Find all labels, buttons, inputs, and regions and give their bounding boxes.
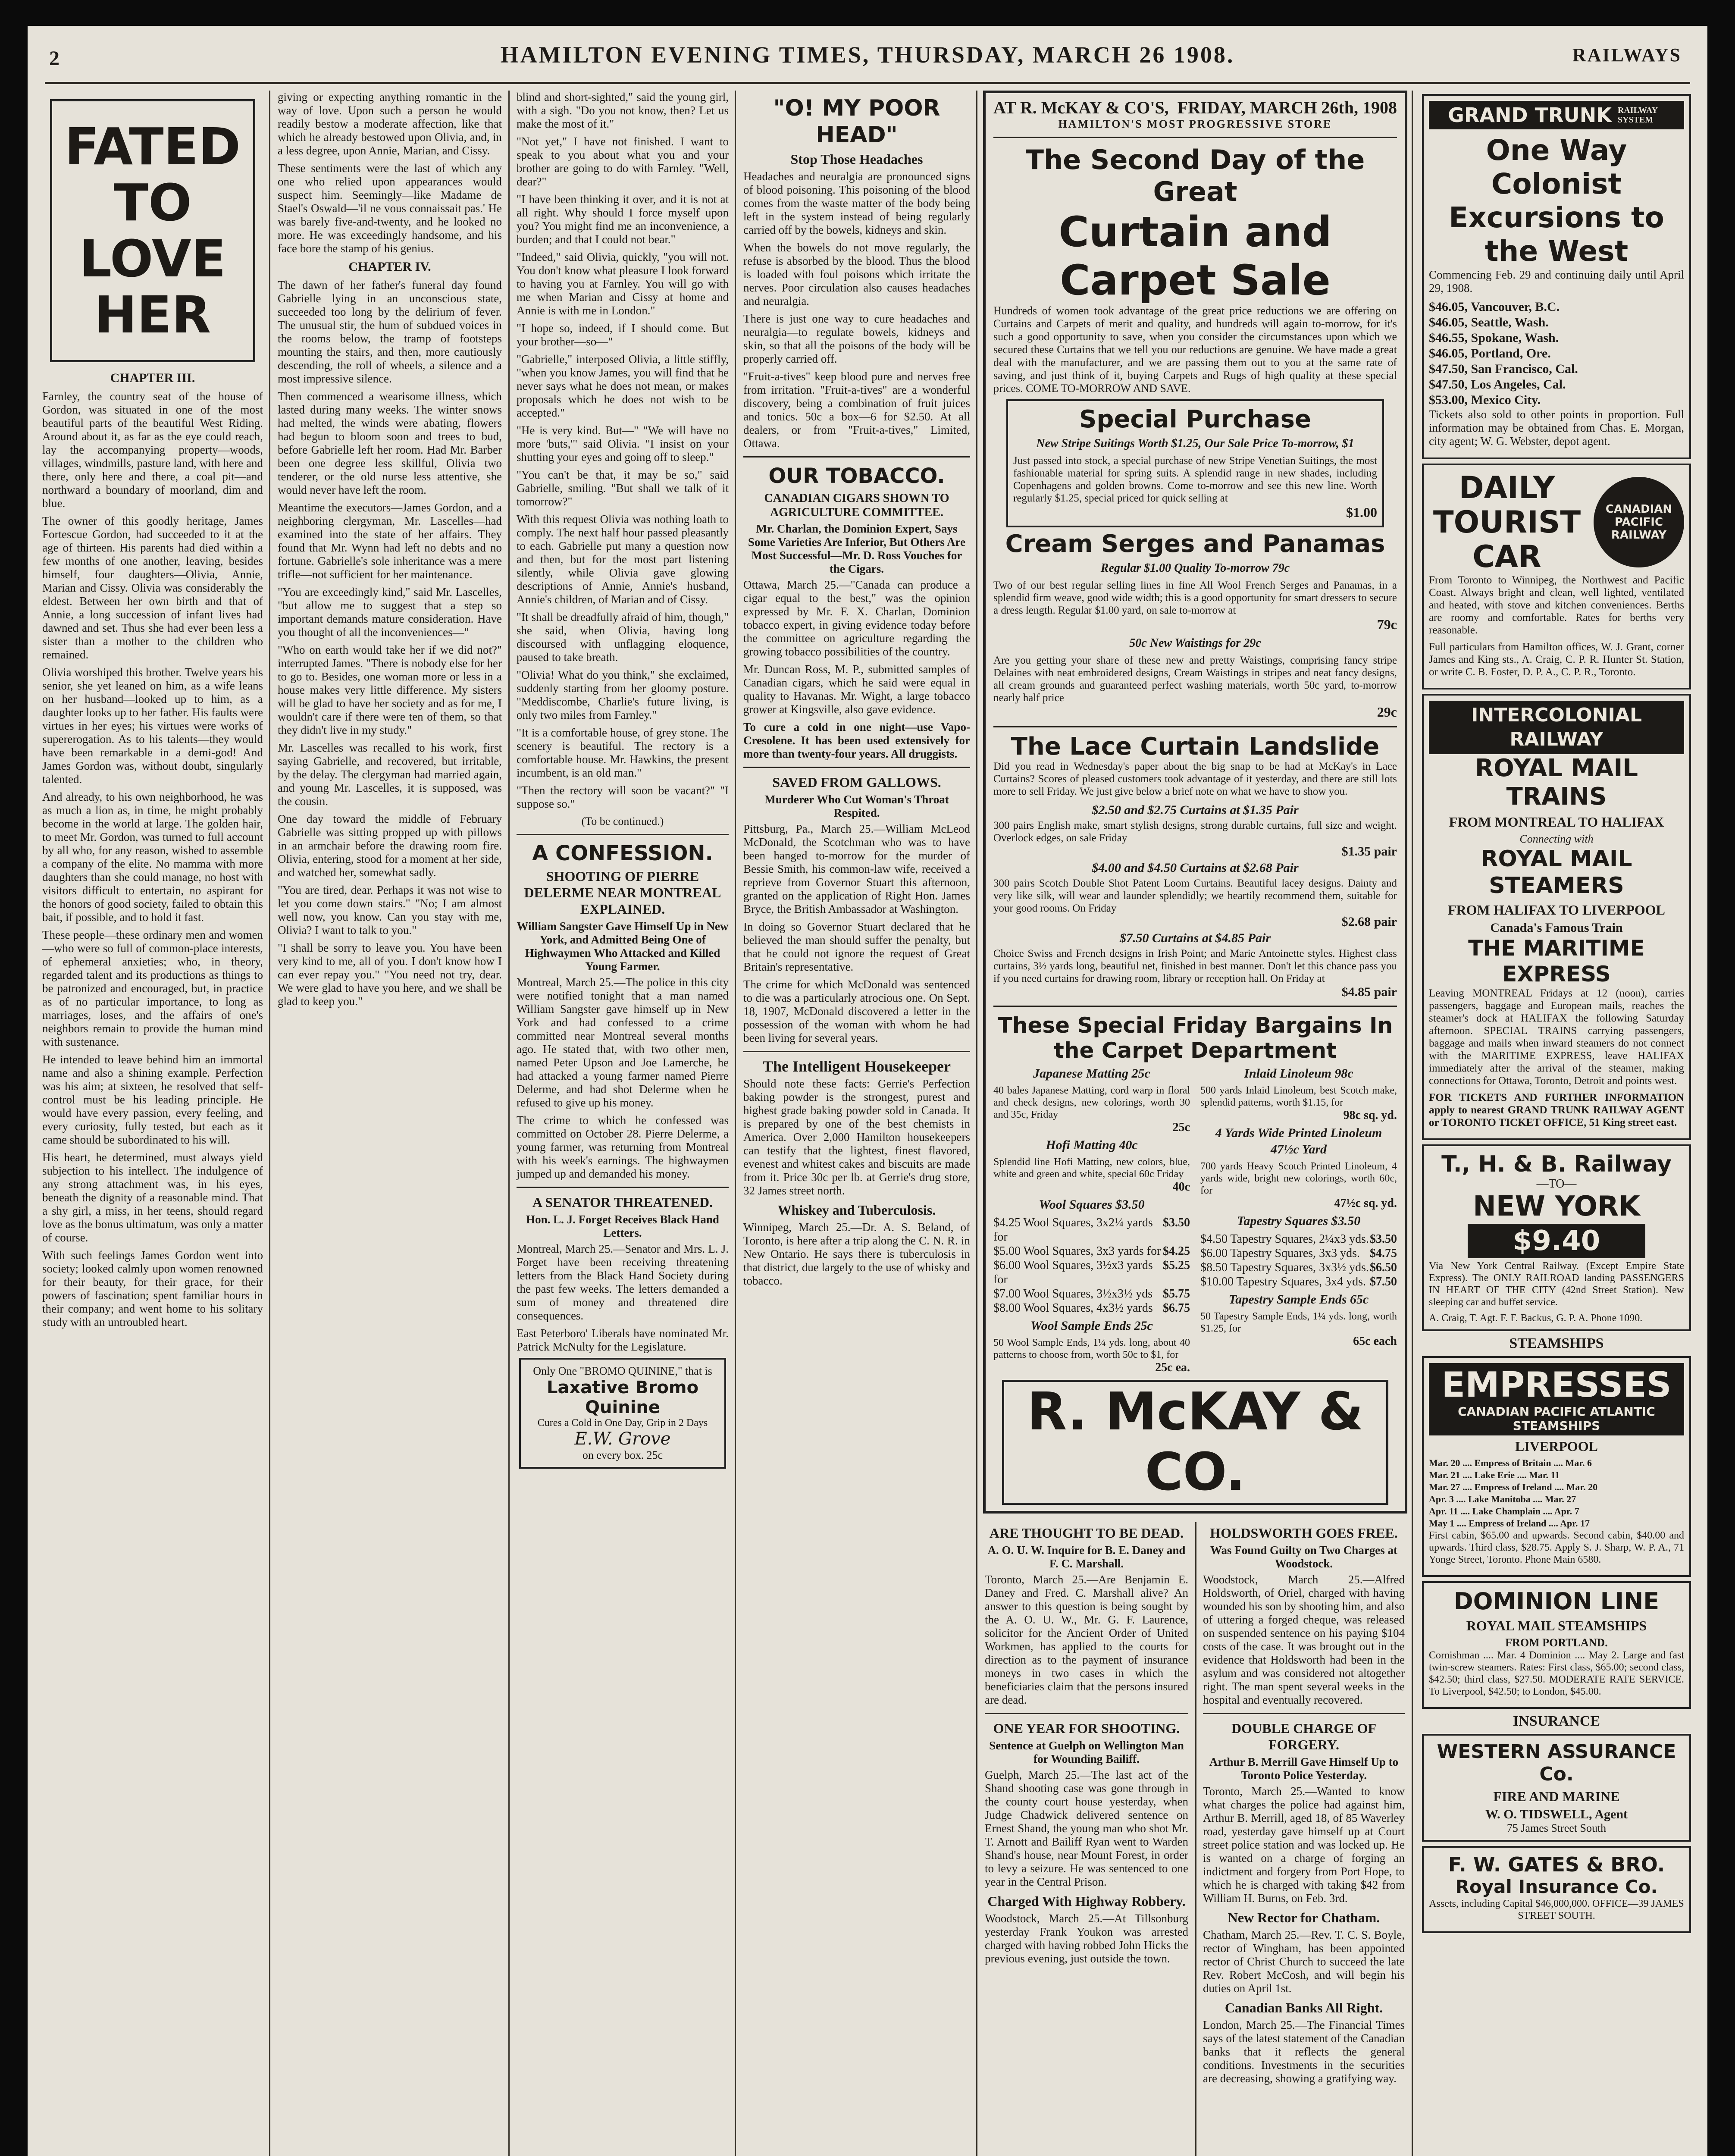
mckay-advertisement [979, 91, 1412, 1514]
sailing-row: Apr. 11 .... Lake Champlain .... Apr. 7 [1429, 1506, 1579, 1517]
article-paragraph: Winnipeg, March 25.—Dr. A. S. Beland, of Toronto, is here after a trip along the C. N. R. in New Ontario. He says there is tuberculosis in that district, due largely to the use of whisky and tobacco. [743, 1221, 970, 1287]
western-assurance-ad [1422, 1734, 1691, 1842]
article-paragraph: Ottawa, March 25.—"Canada can produce a cigar equal to the best," was the opinion expressed by Mr. F. X. Charlan, Dominion tobacco expert, in giving evidence today before the committee on agriculture regarding the growing tobacco possibilities of the country. [743, 578, 970, 658]
ad-headline: The Second Day of the Great [1025, 144, 1365, 207]
masthead: HAMILTON EVENING TIMES, THURSDAY, MARCH 26 1908. [500, 42, 1235, 68]
divider [743, 767, 970, 768]
ad-subhead: Regular $1.00 Quality To-morrow 79c [1100, 561, 1290, 575]
headline-housekeeper: The Intelligent Housekeeper [763, 1058, 951, 1075]
carpet-bargains-grid [993, 1063, 1397, 1375]
store-name: R. McKAY & CO. [1027, 1382, 1364, 1502]
ad-headline: T., H. & B. Railway [1441, 1151, 1672, 1177]
article-paragraph: Toronto, March 25.—Are Benjamin E. Daney and Fred. C. Marshall alive? An answer to this question is being sought by the A. O. U. W., Mr. G. F. Laurence, solicitor for the Ancient Order of United Workmen, has applied to the courts for direction as to the payment of insurance moneys in two cases in which the beneficiaries claim that the persons insured are dead. [985, 1573, 1188, 1706]
logo-text: GRAND TRUNK [1448, 103, 1612, 127]
story-title: FATED TO LOVE HER [50, 99, 255, 362]
ad-headline: THE MARITIME EXPRESS [1468, 936, 1645, 987]
sailing-row: Mar. 21 .... Lake Erie .... Mar. 11 [1429, 1470, 1560, 1480]
story-column-2 [272, 91, 508, 2156]
wool-square-row [993, 1244, 1190, 1258]
story-paragraph: "It is a comfortable house, of grey stone. The scenery is beautiful. The rectory is a comfortable house. Mr. Hawkins, the present incumbent, is an old man." [517, 726, 729, 779]
ad-headline: DAILY TOURIST CAR [1433, 470, 1581, 574]
ad-price: 29c [1377, 704, 1397, 720]
ad-text: W. O. TIDSWELL, Agent [1485, 1807, 1628, 1821]
empresses-ad [1422, 1356, 1691, 1577]
ad-text: Splendid line Hofi Matting, new colors, blue, white and green and white, special 60c Friday [993, 1156, 1190, 1180]
price-item-label: $6.00 Wool Squares, 3½x3 yards for [993, 1259, 1153, 1286]
article-paragraph: The crime to which he confessed was committed on October 28. Pierre Delerme, a young farmer, was returning from Montreal with his week's earnings. The highwaymen jumped up and demanded his money. [517, 1114, 729, 1180]
ad-subhead: Wool Sample Ends 25c [1030, 1319, 1153, 1333]
story-paragraph: Meantime the executors—James Gordon, and a neighboring clergyman, Mr. Lascelles—had examined into the state of her affairs. They found that Mr. Wynn had left no debts and no fortune. Gabrielle's sole inheritance was a mere trifle—not sufficient for her maintenance. [278, 501, 502, 581]
headline-gallows: SAVED FROM GALLOWS. [772, 774, 941, 790]
subhead: Was Found Guilty on Two Charges at Woodstock. [1210, 1544, 1398, 1570]
tapestry-square-row [1200, 1246, 1397, 1260]
ad-line: on every box. 25c [582, 1449, 663, 1461]
column-rule [508, 91, 510, 2156]
wool-square-row [993, 1287, 1190, 1301]
ad-paragraph: When the bowels do not move regularly, the refuse is absorbed by the blood. Thus the blood is loaded with foul poisons which irritate the nerves. Poor circulation also causes headaches and neuralgia. [743, 241, 970, 307]
subhead: William Sangster Gave Himself Up in New York, and Admitted Being One of Highwaymen Who Attacked and Killed Young Farmer. [517, 920, 729, 973]
headline-rector: New Rector for Chatham. [1228, 1910, 1380, 1925]
ad-headline: ROYAL MAIL STEAMERS [1481, 846, 1632, 899]
divider [993, 726, 1397, 727]
gates-insurance-ad [1422, 1846, 1691, 1933]
bromo-quinine-ad [519, 1358, 726, 1469]
story-paragraph: The dawn of her father's funeral day found Gabrielle lying in an unconscious state, succeeded too long by the delirium of fever. The unusual stir, the hum of subdued voices in the rooms below, the tramp of footsteps mounting the stairs, and then, more cautiously descending, the roll of wheels, a silence and a most impressive silence. [278, 279, 502, 385]
story-paragraph: Then commenced a wearisome illness, which lasted during many weeks. The winter snows had melted, the winds were abating, flowers had begun to bloom soon and trees to bud, before Gabrielle left her room. Had Mr. Barber been one degree less skillful, Olivia two tenderer, or the old nurse less attentive, she would never have left the room. [278, 390, 502, 496]
ad-headline-main: Curtain and Carpet Sale [1059, 208, 1332, 304]
ad-price: 98c sq. yd. [1343, 1109, 1397, 1122]
subhead: Murderer Who Cut Woman's Throat Respited. [764, 793, 949, 819]
header-rule [45, 82, 1690, 84]
ad-text: Commencing Feb. 29 and continuing daily until April 29, 1908. [1429, 268, 1684, 295]
ad-subhead: CANADIAN PACIFIC ATLANTIC STEAMSHIPS [1458, 1404, 1655, 1433]
ad-section-head: Cream Serges and Panamas [1005, 530, 1385, 558]
ad-price: $1.35 pair [1341, 844, 1397, 859]
ad-text: A. Craig, T. Agt. F. F. Backus, G. P. A. Phone 1090. [1429, 1313, 1643, 1324]
cpr-shield-icon [1594, 477, 1684, 567]
price-item-value: $3.50 [1370, 1232, 1397, 1246]
story-paragraph: giving or expecting anything romantic in the way of love. Upon such a person he would readily bestow a moderate affection, like that which he already bestowed upon Olivia, and, in a less degree, upon Annie, Marian, and Cissy. [278, 91, 502, 157]
subhead: Mr. Charlan, the Dominion Expert, Says Some Varieties Are Inferior, But Others Are Most Successful—Mr. D. Ross Vouches for the Cigars. [748, 522, 966, 575]
ad-section-head: These Special Friday Bargains In the Carpet Department [997, 1013, 1393, 1063]
article-paragraph: Montreal, March 25.—The police in this city were notified tonight that a man named William Sangster gave himself up in New York and had confessed to a crime committed near Montreal several months ago. He stated that, with two other men, named Peter Upson and Joe Lamerche, he had attacked a young farmer named Pierre Delerme, and had shot Delerme when he refused to give up his money. [517, 976, 729, 1109]
ad-price: $1.00 [1346, 505, 1377, 520]
fare-row: $53.00, Mexico City. [1429, 393, 1541, 407]
headline-robbery: Charged With Highway Robbery. [987, 1893, 1186, 1909]
price-item-value: $4.75 [1370, 1247, 1397, 1260]
ad-headline: EMPRESSES [1441, 1365, 1672, 1405]
story-paragraph: The owner of this goodly heritage, James Fortescue Gordon, had succeeded to it at the age of thirteen. His parents had died within a few months of one another, leaving, besides himself, four daughters—Olivia, Annie, Marian and Cissy. Olivia was considerably the eldest. Between her own birth and that of Annie, a long succession of infant lives had dawned and set. Thus she had ever been less a sister than a mother to the children who remained. [42, 514, 263, 661]
ad-headline: F. W. GATES & BRO. [1448, 1853, 1665, 1876]
story-paragraph: "Olivia! What do you think," she exclaimed, suddenly starting from her gloomy posture. "Meddiscombe, Charlie's future living, is only two miles from Farnley." [517, 668, 729, 721]
article-paragraph: London, March 25.—The Financial Times says of the latest statement of the Canadian banks that it reflects the general conditions. Investments in the securities are decreasing, showing a gratifying way. [1203, 2018, 1405, 2085]
ad-price: 25c ea. [1155, 1361, 1190, 1374]
article-paragraph: To cure a cold in one night—use Vapo-Cresolene. It has been used extensively for more than twenty-four years. All druggists. [743, 721, 970, 760]
ad-headline: One Way Colonist Excursions to the West [1449, 134, 1664, 268]
column-rule [976, 91, 977, 2156]
carpet-col-right [1200, 1063, 1397, 1375]
story-paragraph: "Not yet," I have not finished. I want to speak to you about what you and your brother are going to do with Farnley. "Well, dear?" [517, 135, 729, 188]
intercolonial-logo: INTERCOLONIAL RAILWAY [1429, 701, 1684, 754]
special-purchase-box [1006, 399, 1384, 527]
ad-text: —TO— [1536, 1177, 1577, 1191]
article-paragraph: East Peterboro' Liberals have nominated Mr. Patrick McNulty for the Legislature. [517, 1327, 729, 1353]
ad-subhead: 4 Yards Wide Printed Linoleum 47½c Yard [1215, 1126, 1382, 1156]
price-item-value: $3.50 [1163, 1216, 1190, 1229]
ad-subhead: $7.50 Curtains at $4.85 Pair [1119, 931, 1271, 945]
continued-note: (To be continued.) [581, 815, 664, 827]
price-item-value: $5.25 [1163, 1259, 1190, 1272]
sailing-row: Mar. 20 .... Empress of Britain .... Mar. 6 [1429, 1457, 1592, 1468]
story-paragraph: blind and short-sighted," said the young girl, with a sigh. "Do you not know, then? Let us make the most of it." [517, 91, 729, 130]
ad-title: Laxative Bromo Quinine [546, 1378, 699, 1417]
story-paragraph: He intended to leave behind him an immortal name and also a shining example. Perfection was his aim; at sixteen, he resolved that self-control must be his leading principle. He would have every passion, every feeling, and every curiosity, fully tested, but each as it came should be subordinated to his will. [42, 1053, 263, 1146]
thb-railway-ad [1422, 1144, 1691, 1331]
divider [993, 137, 1397, 138]
ad-subhead: FROM HALIFAX TO LIVERPOOL [1447, 902, 1666, 918]
ad-headline: NEW YORK [1473, 1191, 1640, 1222]
story-paragraph: One day toward the middle of February Gabrielle was sitting propped up with pillows in an armchair before the drawing room fire. Olivia, entering, stood for a moment at her side, and watched her, somewhat sadly. [278, 812, 502, 879]
ad-text: FOR TICKETS AND FURTHER INFORMATION apply to nearest GRAND TRUNK RAILWAY AGENT or TORONTO TICKET OFFICE, 51 King street east. [1429, 1092, 1684, 1128]
ad-subhead: FIRE AND MARINE [1493, 1789, 1620, 1804]
ad-intro: Hundreds of women took advantage of the great price reductions we are offering on Curtains and Carpets of merit and quality, and hundreds will again to-morrow, for it's such a good opportunity to save, when you consider the circumstances upon which we secured these Curtains that we tell you our reductions are genuine. We have made a great deal with the manufacturer, and we are passing them out to you at the same rate of saving, and just think of it, buying Carpets and Rugs of high quality at these special prices. COME TO-MORROW AND SAVE. [993, 304, 1397, 395]
ad-text: FROM PORTLAND. [1505, 1636, 1608, 1649]
story-paragraph: His heart, he determined, must always yield subjection to his intellect. The indulgence of any strong attachment was, in his eyes, beneath the dignity of a reasonable mind. That a shy girl, a miss, in her teens, should regard love as the bonus ultimatum, was only a matter of course. [42, 1151, 263, 1244]
section-label: INSURANCE [1513, 1713, 1600, 1729]
ad-text: 700 yards Heavy Scotch Printed Linoleum, 4 yards wide, bright new colorings, worth 60c, for [1200, 1161, 1397, 1196]
chapter-heading: CHAPTER IV. [348, 260, 431, 274]
article-paragraph: Montreal, March 25.—Senator and Mrs. L. J. Forget have been receiving threatening letters from the Black Hand Society during the past few weeks. The letters demanded a sum of money and threatened dire consequences. [517, 1242, 729, 1322]
story-paragraph: "You are exceedingly kind," said Mr. Lascelles, "but allow me to suggest that a step so important demands mature consideration. Have you thought of all the inconveniences—" [278, 586, 502, 639]
ad-text: Just passed into stock, a special purchase of new Stripe Venetian Suitings, the most fashionable material for spring suits. A splendid range in new shades, including Copenhagens and golden browns. Come to-morrow and see this new line. Worth regularly $1.25, special priced for quick selling at [1013, 455, 1377, 504]
subhead: Hon. L. J. Forget Receives Black Hand Letters. [526, 1213, 719, 1239]
price-item-value: $7.50 [1370, 1275, 1397, 1288]
section-label: RAILWAYS [1572, 44, 1682, 66]
column-rule [269, 91, 270, 2156]
fare-row: $46.05, Portland, Ore. [1429, 346, 1551, 360]
article-paragraph: Toronto, March 25.—Wanted to know what charges the police had against him, Arthur B. Merrill, aged 18, of 85 Waverley road, yesterday gave himself up at Court street police station and was locked up. He is wanted on a charge of forging an indictment and forgery from Port Hope, to which he is charged with taking $42 from William H. Burns, on Feb. 3rd. [1203, 1785, 1405, 1905]
ad-top-line [993, 97, 1397, 118]
story-paragraph: Olivia worshiped this brother. Twelve years his senior, she yet leaned on him, as a wife leans on her husband—looked up to him, as a daughter looks up to her father. His faults were virtues in her eyes; his virtues were works of supererogation. As to his talents—they would have been remarkable in a demi-god! And James Gordon was, without doubt, singularly talented. [42, 666, 263, 786]
fare-row: $47.50, Los Angeles, Cal. [1429, 377, 1566, 392]
newspaper-page [28, 26, 1707, 2156]
ad-subhead: New Stripe Suitings Worth $1.25, Our Sale Price To-morrow, $1 [1036, 437, 1354, 450]
subhead: Sentence at Guelph on Wellington Man for Wounding Bailiff. [989, 1739, 1184, 1765]
price-item-value: $6.50 [1370, 1261, 1397, 1274]
article-paragraph: Mr. Duncan Ross, M. P., submitted samples of Canadian cigars, which he said were equal in quality to Havanas. Mr. Wight, a large tobacco grower at Kingsville, also gave evidence. [743, 663, 970, 716]
article-paragraph: Woodstock, March 25.—At Tillsonburg yesterday Frank Youkon was arrested charged with having robbed John Hicks the previous evening, just outside the town. [985, 1912, 1188, 1965]
fare-row: $46.55, Spokane, Wash. [1429, 331, 1559, 345]
subhead: A. O. U. W. Inquire for B. E. Daney and F. C. Marshall. [987, 1544, 1186, 1570]
headline-forgery: DOUBLE CHARGE OF FORGERY. [1231, 1720, 1377, 1752]
ad-text: Did you read in Wednesday's paper about the big snap to be had at McKay's in Lace Curtains? Scores of pleased customers took advantage of it yesterday, and there are still lots more to sell Friday. We just give below a brief note on what we have to show you. [993, 761, 1397, 797]
tapestry-squares-list [1200, 1232, 1397, 1289]
ad-text: First cabin, $65.00 and upwards. Second cabin, $40.00 and upwards. Third class, $28.75. Apply S. J. Sharp, W. P. A., 71 Yonge Street, Toronto. Phone Main 6580. [1429, 1530, 1684, 1565]
ad-text: Full particulars from Hamilton offices, W. J. Grant, corner James and King sts., A. Craig, C. P. R. Hunter St. Station, or write C. B. Foster, D. P. A., C. P. R., Toronto. [1429, 641, 1684, 678]
story-paragraph: "I shall be sorry to leave you. You have been very kind to me, all of you. I don't know how I can ever repay you." "You need not try, dear. We were glad to have you here, and we shall be glad to keep you." [278, 941, 502, 1008]
article-paragraph: The crime for which McDonald was sentenced to die was a particularly atrocious one. On Sept. 18, 1907, McDonald discovered a letter in the possession of the woman with whom he had been living for several years. [743, 978, 970, 1044]
ad-tagline: HAMILTON'S MOST PROGRESSIVE STORE [1058, 118, 1332, 130]
ad-price: $4.85 pair [1341, 985, 1397, 999]
subhead: Stop Those Headaches [790, 151, 923, 167]
ad-text: 50 Tapestry Sample Ends, 1¼ yds. long, worth $1.25, for [1200, 1311, 1397, 1334]
story-paragraph: With such feelings James Gordon went into society; looked calmly upon women renowned for their beauty, for their grace, for their powers of fascination; spent familiar hours in their company; and went home to his solitary study with an untroubled heart. [42, 1249, 263, 1329]
column-rule [735, 91, 736, 2156]
ad-subhead: ROYAL MAIL STEAMSHIPS [1466, 1618, 1647, 1633]
ad-text: Are you getting your share of these new and pretty Waistings, comprising fancy stripe Delaines with neat embroidered designs, Cream Waistings in stripes and neat fancy designs, all cream grounds and guaranteed perfect washing materials, worth 50c yard, to-morrow nearly half price [993, 655, 1397, 704]
ad-text: Connecting with [1519, 833, 1594, 845]
chapter-heading: CHAPTER III. [110, 371, 195, 385]
ad-headline: DOMINION LINE [1453, 1588, 1660, 1615]
story-paragraph: These people—these ordinary men and women—who were so full of common-place interests, of ephemeral anxieties; who, in theory, regarded talent and its productions as things to be patronized and encouraged, but, in practice as of no particular importance, to long as marriages, loses, and the affairs of one's neighbors remain to provide the human mind with sustenance. [42, 928, 263, 1048]
column-rule [1412, 91, 1413, 2156]
logo-text: CANADIAN PACIFIC RAILWAY [1605, 503, 1672, 542]
story-column-1 [36, 91, 269, 2156]
ad-text: Choice Swiss and French designs in Irish Point; and Marie Antoinette styles. Highest class curtains, 3½ yards long, beautiful net, finished in best manner. Don't let this chance pass you if you need curtains for drawing room, library or reception hall. On Friday at [993, 948, 1397, 984]
article-paragraph: Woodstock, March 25.—Alfred Holdsworth, of Oriel, charged with having wounded his son by shooting him, and also of uttering a forged cheque, was released on suspended sentence on his paying $104 costs of the case. It was brought out in the evidence that Holdsworth had been in the asylum and was considered not altogether right. The man spent several weeks in the hospital and eventually recovered. [1203, 1573, 1405, 1706]
ad-date: FRIDAY, MARCH 26th, 1908 [1177, 98, 1397, 117]
divider [985, 1713, 1188, 1714]
cpr-header [1429, 470, 1684, 574]
ad-text: 300 pairs Scotch Double Shot Patent Loom Curtains. Beautiful lacey designs. Dainty and very like silk, will wear and launder splendidly; we heartily recommend them, suitable for your good rooms. On Friday [993, 877, 1397, 914]
ad-subhead: $2.50 and $2.75 Curtains at $1.35 Pair [1092, 803, 1299, 817]
story-paragraph: "You are tired, dear. Perhaps it was not wise to let you come down stairs." "No; I am almost well now, you know. Can you stay with me, Olivia? I want to talk to you." [278, 884, 502, 937]
ad-price: 65c each [1353, 1335, 1397, 1348]
ad-price: 47½c sq. yd. [1334, 1197, 1397, 1210]
wool-square-row [993, 1216, 1190, 1244]
grand-trunk-logo [1429, 101, 1684, 129]
story-paragraph: "I have been thinking it over, and it is not at all right. Why should I force myself upon you? You might find me an inconvenience, a burden; and that I could not bear." [517, 193, 729, 246]
article-paragraph: In doing so Governor Stuart declared that he believed the man should suffer the penalty, but that he could not ignore the request of Great Britain's representative. [743, 920, 970, 973]
signature: E.W. Grove [574, 1429, 671, 1449]
price-item-label: $10.00 Tapestry Squares, 3x4 yds. [1200, 1275, 1366, 1288]
subhead: Arthur B. Merrill Gave Himself Up to Toronto Police Yesterday. [1209, 1755, 1399, 1782]
logo-text: RAILWAY SYSTEM [1617, 106, 1658, 125]
story-paragraph: "Who on earth would take her if we did not?" interrupted James. "There is nobody else for her to go to. Besides, one woman more or less in a house makes very little difference. My sisters will be glad to have her society and as for me, I wouldn't care if there were ten of them, so that they didn't live in my study." [278, 643, 502, 736]
headline-whisky: Whiskey and Tuberculosis. [777, 1202, 936, 1218]
carpet-col-left [993, 1063, 1190, 1375]
sailing-list [1429, 1457, 1684, 1529]
headline-head: "O! MY POOR HEAD" [773, 95, 940, 148]
ad-paragraph: Headaches and neuralgia are pronounced signs of blood poisoning. This poisoning of the blood comes from the waste matter of the body being left in the system instead of being regularly carried off by the bowels, kidneys and skin. [743, 170, 970, 236]
ad-paragraph: "Fruit-a-tives" keep blood pure and nerves free from irritation. "Fruit-a-tives" are a wonderful discovery, being a combination of fruit juices and tonics. 50c a box—6 for $2.50. At all dealers, or from "Fruit-a-tives," Limited, Ottawa. [743, 370, 970, 450]
article-paragraph: Chatham, March 25.—Rev. T. C. S. Boyle, rector of Wingham, has been appointed rector of Christ Church to succeed the late Rev. Robert McCosh, and will begin his duties on April 1st. [1203, 1928, 1405, 1995]
ad-text: Cornishman .... Mar. 4 Dominion .... May 2. Large and fast twin-screw steamers. Rates: First class, $65.00; second class, $42.50; third class, $27.50. MODERATE RATE SERVICE. To Liverpool, $42.50; to London, $45.00. [1429, 1650, 1684, 1697]
story-paragraph: "Then the rectory will soon be vacant?" "I suppose so." [517, 784, 729, 810]
price-item-label: $7.00 Wool Squares, 3½x3½ yds [993, 1287, 1153, 1300]
article-paragraph: Guelph, March 25.—The last act of the Shand shooting case was gone through in the county court house yesterday, when Judge Chadwick delivered sentence on Ernest Shand, the young man who shot Mr. T. Arnott and Bailiff Ryan went to Warden Shand's house, near Mount Forest, in order to levy a seizure. He was sentenced to one year in the Central Prison. [985, 1768, 1188, 1888]
divider [993, 1006, 1397, 1007]
story-paragraph: Mr. Lascelles was recalled to his work, first saying Gabrielle, and recovered, but irritable, by the delay. The clergyman had married again, and young Mr. Lascelles, it is supposed, was the cousin. [278, 741, 502, 808]
ad-text: Via New York Central Railway. (Except Empire State Express). The ONLY RAILROAD landing PASSENGERS IN HEART OF THE CITY (42nd Street Station). New sleeping car and buffet service. [1429, 1260, 1684, 1308]
story-paragraph: "It shall be dreadfully afraid of him, though," she said, when Olivia, having long discoursed with unflagging eloquence, paused to take breath. [517, 611, 729, 664]
headline-shooting: ONE YEAR FOR SHOOTING. [993, 1720, 1180, 1736]
sailing-row: Apr. 3 .... Lake Manitoba .... Mar. 27 [1429, 1494, 1576, 1504]
price-item-label: $4.50 Tapestry Squares, 2¼x3 yds. [1200, 1232, 1369, 1246]
tapestry-square-row [1200, 1275, 1397, 1289]
section-label: STEAMSHIPS [1509, 1335, 1604, 1351]
ad-price: 40c [1172, 1180, 1190, 1194]
news-column-5-lower [979, 1522, 1194, 2156]
ad-paragraph: There is just one way to cure headaches and neuralgia—to regulate bowels, kidneys and skin, so that all the poisons of the body will be properly carried off. [743, 312, 970, 365]
ad-subhead: Hofi Matting 40c [1046, 1138, 1138, 1152]
ad-line: Only One "BROMO QUININE," that is [533, 1365, 712, 1377]
story-paragraph: And already, to his own neighborhood, he was as much a lion as, in time, he might probably become in the world at large. The golden hair, to meet Mr. Gordon, was turned to full account by all who, for any reason, wished to assemble a company of the elite. No mamma with more daughters than she could manage, no host with visitors difficult to entertain, no aspirant for the honors of good society, failed to obtain this bait, if possible, and to hold it fast. [42, 790, 263, 924]
ad-subhead: Royal Insurance Co. [1455, 1876, 1658, 1897]
story-paragraph: "I hope so, indeed, if I should come. But your brother—so—" [517, 322, 729, 348]
subhead: CANADIAN CIGARS SHOWN TO AGRICULTURE COMMITTEE. [764, 492, 949, 519]
story-paragraph: "Indeed," said Olivia, quickly, "you will not. You don't know what pleasure I look forward to having you at Farnley. You will go with me when Marian and Cissy at home and Annie is with me in London." [517, 251, 729, 317]
ad-text: Tickets also sold to other points in proportion. Full information may be obtained from Chas. E. Morgan, city agent; W. G. Webster, depot agent. [1429, 408, 1684, 448]
fare-row: $47.50, San Francisco, Cal. [1429, 362, 1578, 376]
ad-price: 25c [1172, 1121, 1190, 1134]
sailing-row: May 1 .... Empress of Ireland .... Apr. 17 [1429, 1518, 1590, 1529]
ad-store-label: AT R. McKAY & CO'S, [993, 98, 1169, 117]
ad-text: Assets, including Capital $46,000,000. OFFICE—39 JAMES STREET SOUTH. [1429, 1898, 1684, 1921]
grand-trunk-ad [1422, 94, 1691, 459]
story-paragraph: With this request Olivia was nothing loath to comply. The next half hour passed pleasantly to each. Gabrielle put many a question now and then, but for the most part listening silently, while Olivia gave glowing descriptions of Annie, Annie's husband, Annie's children, of Marian and of Cissy. [517, 513, 729, 606]
wool-square-row [993, 1258, 1190, 1287]
ad-text: Two of our best regular selling lines in fine All Wool French Serges and Panamas, in a splendid firm weave, good wide width; this is a good opportunity for smart dressers to secure a dress length. Regular $1.00 yard, on sale to-morrow at [993, 580, 1397, 616]
intercolonial-ad [1422, 694, 1691, 1140]
ad-frame [983, 91, 1407, 1514]
fare-list [1429, 299, 1684, 408]
ad-subhead: $4.00 and $4.50 Curtains at $2.68 Pair [1092, 861, 1299, 875]
column-rule [1195, 1522, 1196, 2156]
dominion-line-ad [1422, 1581, 1691, 1709]
ad-text: 40 bales Japanese Matting, cord warp in floral and check designs, new colorings, worth 30 and 35c, Friday [993, 1085, 1190, 1120]
price-item-label: $6.00 Tapestry Squares, 3x3 yds. [1200, 1247, 1360, 1260]
store-name-box [1002, 1380, 1388, 1505]
divider [743, 456, 970, 458]
ad-text: 75 James Street South [1506, 1822, 1607, 1834]
fare-row: $46.05, Vancouver, B.C. [1429, 300, 1560, 314]
tapestry-square-row [1200, 1260, 1397, 1275]
ad-text: From Toronto to Winnipeg, the Northwest and Pacific Coast. Always bright and clean, well lighted, ventilated and heated, with stove and kitchen conveniences. Berths are roomy and comfortable. Rates for berths very reasonable. [1429, 574, 1684, 636]
price-item-label: $8.50 Tapestry Squares, 3x3½ yds. [1200, 1261, 1369, 1274]
ad-subhead: 50c New Waistings for 29c [1129, 636, 1261, 650]
ad-text: 500 yards Inlaid Linoleum, best Scotch make, splendid patterns, worth $1.15, for [1200, 1085, 1397, 1108]
ad-subhead: Wool Squares $3.50 [1039, 1197, 1145, 1212]
price-item-value: $4.25 [1163, 1244, 1190, 1258]
story-column-3 [510, 91, 735, 2156]
sailing-row: Mar. 27 .... Empress of Ireland .... Mar. 20 [1429, 1482, 1598, 1492]
divider [517, 834, 729, 835]
headline-dead: ARE THOUGHT TO BE DEAD. [989, 1525, 1184, 1541]
ad-line: Cures a Cold in One Day, Grip in 2 Days [537, 1417, 708, 1429]
article-paragraph: Should note these facts: Gerrie's Perfection baking powder is the strongest, purest and highest grade baking powder sold in Canada. It is prepared by one of the best chemists in America. Over 2,000 Hamilton housekeepers can testify that the lightest, finest flavored, evenest and whitest cakes and biscuits are made from it. Price 30c per lb. at Gerrie's drug store, 32 James street north. [743, 1077, 970, 1197]
headline-confession: A CONFESSION. [532, 841, 713, 865]
ad-subhead: FROM MONTREAL TO HALIFAX [1449, 814, 1664, 830]
subhead: SHOOTING OF PIERRE DELERME NEAR MONTREAL EXPLAINED. [524, 868, 721, 917]
empresses-banner [1429, 1363, 1684, 1435]
railways-column [1414, 91, 1699, 2156]
price-item-label: $8.00 Wool Squares, 4x3½ yards [993, 1301, 1153, 1315]
headline-tobacco: OUR TOBACCO. [768, 464, 945, 488]
ad-text: 300 pairs English make, smart stylish designs, strong durable curtains, full size and weight. Overlock edges, on sale Friday [993, 820, 1397, 844]
headline-senator: A SENATOR THREATENED. [532, 1194, 713, 1210]
price-item-value: $5.75 [1163, 1287, 1190, 1300]
wool-square-row [993, 1301, 1190, 1315]
ad-text: 50 Wool Sample Ends, 1¼ yds. long, about 40 patterns to choose from, worth 50c to $1, for [993, 1337, 1190, 1360]
news-column-4 [737, 91, 976, 2156]
divider [1203, 1713, 1405, 1714]
story-paragraph: "Gabrielle," interposed Olivia, a little stiffly, "when you know James, you will find that he never says what he does not mean, or makes proposals which he does not wish to be accepted." [517, 353, 729, 419]
ad-price: $2.68 pair [1341, 915, 1397, 929]
price-item-value: $6.75 [1163, 1301, 1190, 1315]
headline-holdsworth: HOLDSWORTH GOES FREE. [1210, 1525, 1398, 1541]
ad-section-head: Special Purchase [1079, 405, 1311, 433]
ad-price: 79c [1377, 617, 1397, 632]
fare-price: $9.40 [1468, 1224, 1645, 1258]
cpr-tourist-ad [1422, 464, 1691, 689]
story-paragraph: "He is very kind. But—" "We will have no more 'buts,'" said Olivia. "I insist on your shutting your eyes and going off to sleep." [517, 424, 729, 464]
story-paragraph: "You can't be that, it may be so," said Gabrielle, smiling. "But shall we talk of it tomorrow?" [517, 468, 729, 508]
ad-text: Canada's Famous Train [1490, 921, 1623, 935]
ad-section-head: The Lace Curtain Landslide [1011, 733, 1380, 761]
price-item-label: $5.00 Wool Squares, 3x3 yards for [993, 1244, 1161, 1258]
fare-row: $46.05, Seattle, Wash. [1429, 315, 1549, 329]
story-paragraph: These sentiments were the last of which any one who relied upon appearances would suspect him. Seemingly—like Madame de Stael's Oswald—'il ne vous connaissait pas.' He was barely five-and-twenty, and he looked no more. He was exceedingly handsome, and his face bore the stamp of his genius. [278, 162, 502, 255]
headline-banks: Canadian Banks All Right. [1225, 2000, 1383, 2015]
price-item-label: $4.25 Wool Squares, 3x2¼ yards for [993, 1216, 1153, 1244]
ad-subhead: Tapestry Sample Ends 65c [1228, 1292, 1369, 1307]
ad-headline: ROYAL MAIL TRAINS [1475, 754, 1638, 811]
ad-subhead: LIVERPOOL [1515, 1438, 1598, 1454]
story-paragraph: Farnley, the country seat of the house of Gordon, was situated in one of the most beautiful parts of the beautiful West Riding. Around about it, as far as the eye could reach, lay the accompanying property—woods, villages, windmills, pasture land, with here and there, only here and there, a coal pit—and northward a boundary of moorland, dim and blue. [42, 390, 263, 510]
page-header [28, 26, 1707, 91]
divider [517, 1187, 729, 1188]
wool-squares-list [993, 1216, 1190, 1315]
ad-headline: WESTERN ASSURANCE Co. [1437, 1741, 1676, 1785]
divider [743, 1051, 970, 1052]
ad-subhead: Japanese Matting 25c [1033, 1066, 1150, 1081]
ad-text: Leaving MONTREAL Fridays at 12 (noon), carries passengers, baggage and European mails, reaches the steamer's dock at HALIFAX the following Saturday afternoon. SPECIAL TRAINS carrying passengers, baggage and mails when inward steamers do not connect with the MARITIME EXPRESS, leave HALIFAX immediately after the arrival of the steamer, making connections for Ottawa, Toronto, Detroit and points west. [1429, 987, 1684, 1087]
news-column-6-lower [1197, 1522, 1411, 2156]
ad-subhead: Tapestry Squares $3.50 [1237, 1214, 1361, 1228]
ad-subhead: Inlaid Linoleum 98c [1244, 1066, 1353, 1081]
article-paragraph: Pittsburg, Pa., March 25.—William McLeod McDonald, the Scotchman who was to have been hanged to-morrow for the murder of Bessie Smith, his common-law wife, received a reprieve from Governor Stuart this afternoon, granted on the application of Right Hon. James Bryce, the British Ambassador at Washington. [743, 822, 970, 915]
tapestry-square-row [1200, 1232, 1397, 1246]
page-number: 2 [49, 47, 60, 70]
